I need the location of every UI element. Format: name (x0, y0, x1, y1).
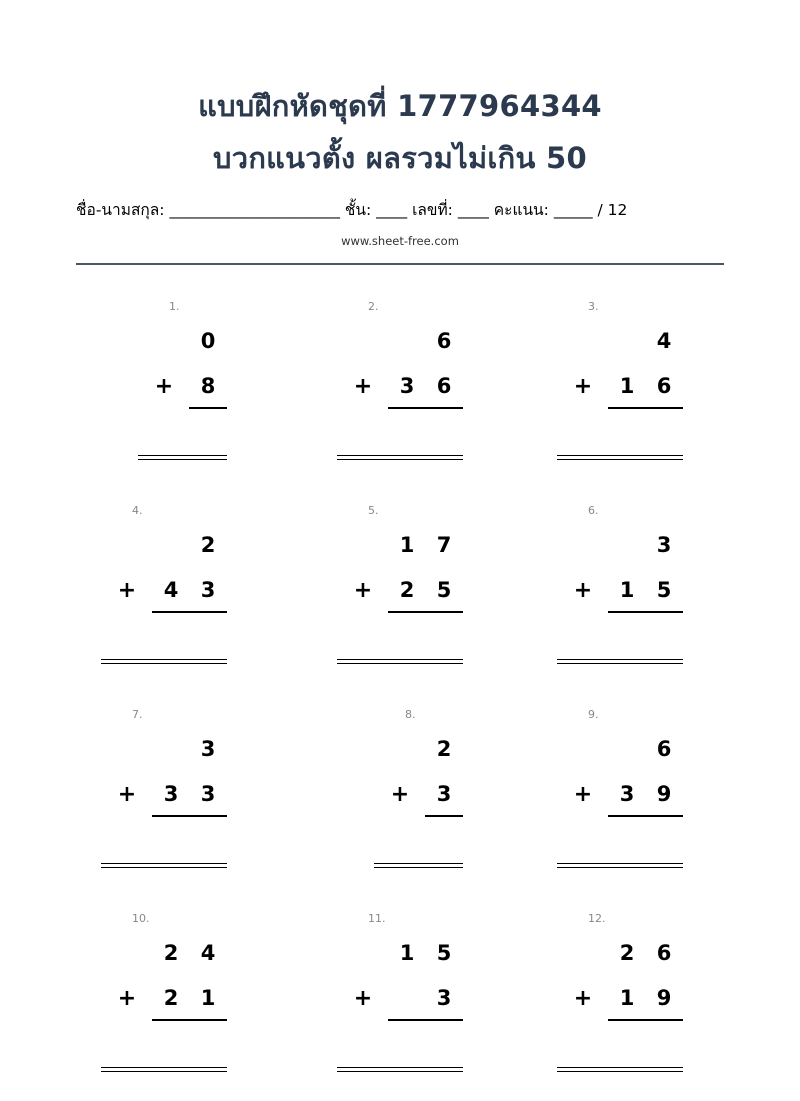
number-label: เลขที่: (412, 201, 453, 219)
bottom-ones-digit: 9 (656, 986, 672, 1010)
top-tens-digit: 1 (399, 941, 415, 965)
bottom-tens-digit: 3 (619, 782, 635, 806)
title-line-2: บวกแนวตั้ง ผลรวมไม่เกิน 50 (213, 141, 587, 175)
plus-sign: + (573, 578, 593, 603)
plus-sign: + (353, 578, 373, 603)
bottom-tens-digit: 2 (163, 986, 179, 1010)
website-url: www.sheet-free.com (341, 234, 459, 248)
bottom-tens-digit: 1 (619, 578, 635, 602)
problem-number: 6. (588, 504, 599, 517)
operand-underline (388, 1019, 463, 1021)
plus-sign: + (573, 782, 593, 807)
operand-underline (152, 1019, 227, 1021)
bottom-ones-digit: 3 (200, 578, 216, 602)
operand-underline (189, 407, 227, 409)
class-label: ชั้น: (344, 201, 372, 219)
plus-sign: + (117, 782, 137, 807)
plus-sign: + (353, 986, 373, 1011)
answer-line[interactable] (101, 1067, 227, 1072)
bottom-ones-digit: 6 (436, 374, 452, 398)
top-ones-digit: 5 (436, 941, 452, 965)
problem-number: 11. (368, 912, 386, 925)
top-ones-digit: 2 (200, 533, 216, 557)
operand-underline (388, 407, 463, 409)
bottom-ones-digit: 3 (200, 782, 216, 806)
bottom-tens-digit: 3 (163, 782, 179, 806)
problem-number: 8. (405, 708, 416, 721)
plus-sign: + (390, 782, 410, 807)
bottom-ones-digit: 6 (656, 374, 672, 398)
score-blank[interactable]: _____ (548, 201, 598, 219)
name-blank[interactable]: ______________________ (164, 201, 345, 219)
answer-line[interactable] (337, 455, 463, 460)
bottom-ones-digit: 3 (436, 782, 452, 806)
plus-sign: + (117, 578, 137, 603)
answer-line[interactable] (101, 863, 227, 868)
problem-number: 7. (132, 708, 143, 721)
operand-underline (608, 1019, 683, 1021)
top-ones-digit: 0 (200, 329, 216, 353)
title-line-1: แบบฝึกหัดชุดที่ 1777964344 (198, 89, 602, 123)
top-ones-digit: 6 (436, 329, 452, 353)
top-ones-digit: 3 (200, 737, 216, 761)
bottom-tens-digit: 4 (163, 578, 179, 602)
operand-underline (152, 611, 227, 613)
answer-line[interactable] (337, 659, 463, 664)
bottom-tens-digit: 3 (399, 374, 415, 398)
operand-underline (608, 815, 683, 817)
score-label: คะแนน: (493, 201, 549, 219)
plus-sign: + (154, 374, 174, 399)
operand-underline (152, 815, 227, 817)
answer-line[interactable] (101, 659, 227, 664)
bottom-tens-digit: 1 (619, 986, 635, 1010)
top-ones-digit: 4 (656, 329, 672, 353)
top-ones-digit: 6 (656, 941, 672, 965)
plus-sign: + (573, 986, 593, 1011)
plus-sign: + (353, 374, 373, 399)
problem-number: 10. (132, 912, 150, 925)
problem-number: 5. (368, 504, 379, 517)
top-tens-digit: 2 (619, 941, 635, 965)
operand-underline (608, 407, 683, 409)
answer-line[interactable] (557, 455, 683, 460)
bottom-ones-digit: 1 (200, 986, 216, 1010)
bottom-tens-digit: 1 (619, 374, 635, 398)
top-tens-digit: 1 (399, 533, 415, 557)
number-blank[interactable]: ____ (452, 201, 494, 219)
operand-underline (608, 611, 683, 613)
answer-line[interactable] (557, 1067, 683, 1072)
top-ones-digit: 2 (436, 737, 452, 761)
plus-sign: + (573, 374, 593, 399)
score-total: / 12 (597, 201, 628, 219)
problem-number: 2. (368, 300, 379, 313)
bottom-ones-digit: 3 (436, 986, 452, 1010)
name-label: ชื่อ-นามสกุล: (76, 201, 165, 219)
problem-number: 12. (588, 912, 606, 925)
bottom-ones-digit: 9 (656, 782, 672, 806)
bottom-tens-digit: 2 (399, 578, 415, 602)
problem-number: 1. (169, 300, 180, 313)
answer-line[interactable] (374, 863, 463, 868)
answer-line[interactable] (557, 863, 683, 868)
top-ones-digit: 4 (200, 941, 216, 965)
top-ones-digit: 7 (436, 533, 452, 557)
answer-line[interactable] (557, 659, 683, 664)
answer-line[interactable] (138, 455, 227, 460)
bottom-ones-digit: 5 (436, 578, 452, 602)
operand-underline (425, 815, 463, 817)
answer-line[interactable] (337, 1067, 463, 1072)
problem-number: 9. (588, 708, 599, 721)
top-tens-digit: 2 (163, 941, 179, 965)
plus-sign: + (117, 986, 137, 1011)
problem-number: 3. (588, 300, 599, 313)
bottom-ones-digit: 8 (200, 374, 216, 398)
top-ones-digit: 6 (656, 737, 672, 761)
class-blank[interactable]: ____ (371, 201, 413, 219)
operand-underline (388, 611, 463, 613)
bottom-ones-digit: 5 (656, 578, 672, 602)
top-ones-digit: 3 (656, 533, 672, 557)
problem-number: 4. (132, 504, 143, 517)
